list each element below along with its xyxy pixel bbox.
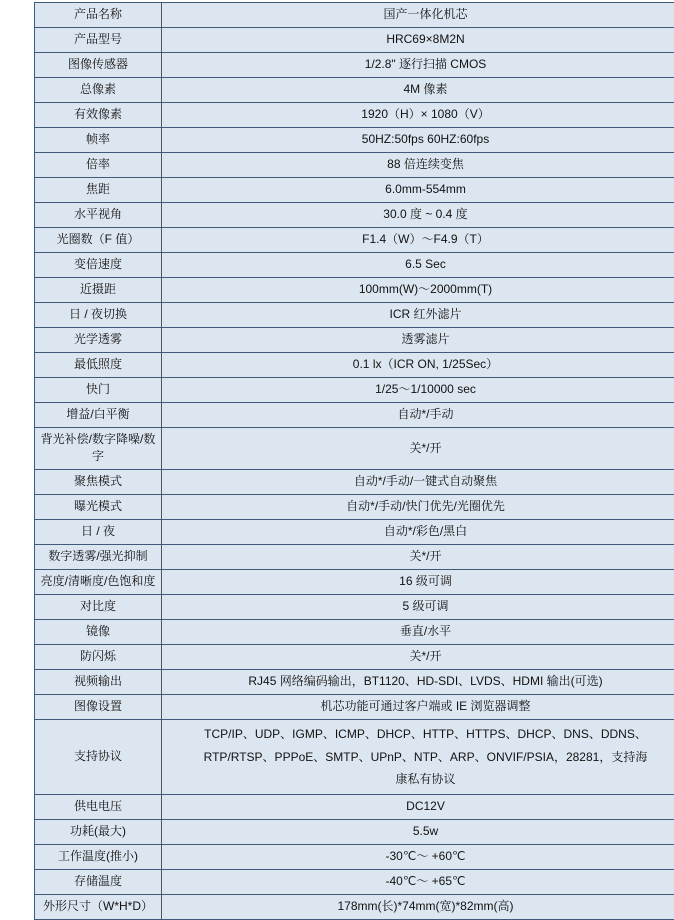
table-row [35,303,674,328]
table-row [35,353,674,378]
spec-value: 垂直/水平 [162,619,674,644]
table-row [35,870,674,895]
table-row [35,619,674,644]
spec-label: 防闪烁 [35,644,162,669]
spec-label: 变倍速度 [35,253,162,278]
spec-value: 自动*/手动/一键式自动聚焦 [162,469,674,494]
spec-value: 自动*/彩色/黑白 [162,519,674,544]
table-row [35,519,674,544]
specifications-table [34,2,674,920]
table-row [35,569,674,594]
spec-label: 日 / 夜切换 [35,303,162,328]
spec-value: 关*/开 [162,428,674,470]
spec-label: 曝光模式 [35,494,162,519]
spec-label: 光圈数（F 值） [35,228,162,253]
spec-value: F1.4（W）～F4.9（T） [162,228,674,253]
spec-label: 图像设置 [35,694,162,719]
table-row [35,795,674,820]
spec-label: 图像传感器 [35,53,162,78]
table-row [35,153,674,178]
spec-label: 功耗(最大) [35,820,162,845]
spec-value: 5 级可调 [162,594,674,619]
table-row [35,820,674,845]
spec-value: 1/25～1/10000 sec [162,378,674,403]
spec-value: RJ45 网络编码输出，BT1120、HD-SDI、LVDS、HDMI 输出(可选) [162,669,674,694]
specifications-table-body [35,3,674,920]
spec-value: 5.5w [162,820,674,845]
table-row [35,403,674,428]
table-row [35,378,674,403]
spec-label: 存储温度 [35,870,162,895]
spec-label: 亮度/清晰度/色饱和度 [35,569,162,594]
spec-label: 供电电压 [35,795,162,820]
spec-label: 对比度 [35,594,162,619]
spec-label: 快门 [35,378,162,403]
spec-label: 工作温度(推小) [35,845,162,870]
spec-value: 机芯功能可通过客户端或 IE 浏览器调整 [162,694,674,719]
spec-label: 产品型号 [35,28,162,53]
spec-label: 有效像素 [35,103,162,128]
spec-value: 30.0 度 ~ 0.4 度 [162,203,674,228]
spec-label: 外形尺寸（W*H*D） [35,895,162,920]
table-row [35,669,674,694]
spec-value: 6.0mm-554mm [162,178,674,203]
spec-label: 增益/白平衡 [35,403,162,428]
table-row [35,128,674,153]
spec-label: 总像素 [35,78,162,103]
spec-label: 光学透雾 [35,328,162,353]
table-row [35,78,674,103]
spec-label: 背光补偿/数字降噪/数字 [35,428,162,470]
spec-value: 0.1 lx（ICR ON, 1/25Sec） [162,353,674,378]
table-row [35,644,674,669]
table-row [35,694,674,719]
spec-label: 日 / 夜 [35,519,162,544]
spec-value: 自动*/手动 [162,403,674,428]
spec-label: 近摄距 [35,278,162,303]
spec-value: 88 倍连续变焦 [162,153,674,178]
spec-label: 最低照度 [35,353,162,378]
spec-label: 倍率 [35,153,162,178]
spec-value: 4M 像素 [162,78,674,103]
table-row [35,178,674,203]
table-row [35,895,674,920]
spec-value: HRC69×8M2N [162,28,674,53]
spec-label: 数字透雾/强光抑制 [35,544,162,569]
spec-value: 100mm(W)～2000mm(T) [162,278,674,303]
table-row [35,228,674,253]
table-row [35,103,674,128]
spec-value: ICR 红外滤片 [162,303,674,328]
spec-label: 帧率 [35,128,162,153]
table-row [35,278,674,303]
spec-label: 视频输出 [35,669,162,694]
spec-value: DC12V [162,795,674,820]
table-row [35,469,674,494]
spec-label: 产品名称 [35,3,162,28]
spec-value: 透雾滤片 [162,328,674,353]
spec-value: 关*/开 [162,644,674,669]
table-row [35,845,674,870]
table-row [35,53,674,78]
spec-value: 6.5 Sec [162,253,674,278]
spec-label: 镜像 [35,619,162,644]
table-row [35,544,674,569]
spec-value: -30℃～ +60℃ [162,845,674,870]
table-row [35,494,674,519]
spec-value: -40℃～ +65℃ [162,870,674,895]
spec-value: 1920（H）× 1080（V） [162,103,674,128]
spec-label: 焦距 [35,178,162,203]
spec-value: 国产一体化机芯 [162,3,674,28]
spec-value: 16 级可调 [162,569,674,594]
spec-value-text: TCP/IP、UDP、IGMP、ICMP、DHCP、HTTP、HTTPS、DHCP、DNS、DDNS、RTP/RTSP、PPPoE、SMTP、UPnP、NTP、ARP、ONVIF/PSIA，28281，支持海康私有协议 [166,723,674,791]
spec-value: 50HZ:50fps 60HZ:60fps [162,128,674,153]
table-row [35,328,674,353]
table-row [35,203,674,228]
table-row [35,3,674,28]
table-row [35,428,674,470]
spec-label: 支持协议 [35,719,162,794]
spec-label: 水平视角 [35,203,162,228]
table-row [35,253,674,278]
table-row [35,594,674,619]
spec-value: 178mm(长)*74mm(宽)*82mm(高) [162,895,674,920]
spec-value: 自动*/手动/快门优先/光圈优先 [162,494,674,519]
table-row [35,28,674,53]
spec-label: 聚焦模式 [35,469,162,494]
spec-value: 1/2.8" 逐行扫描 CMOS [162,53,674,78]
spec-value: 关*/开 [162,544,674,569]
